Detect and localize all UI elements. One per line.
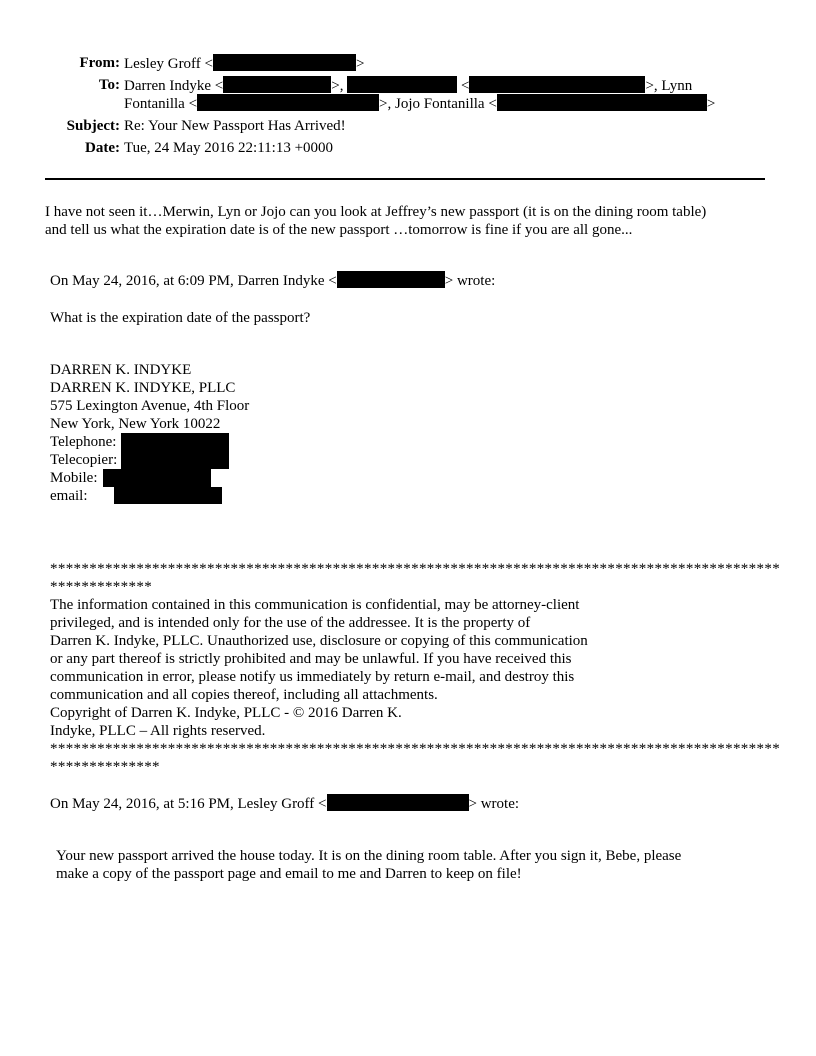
quote1-intro: On May 24, 2016, at 6:09 PM, Darren Indyke < > wrote: bbox=[50, 273, 496, 289]
redaction-box bbox=[197, 94, 379, 111]
header-divider bbox=[45, 178, 765, 180]
redaction-box bbox=[121, 451, 229, 469]
quote2-line-2: make a copy of the passport page and email to me and Darren to keep on file! bbox=[56, 866, 522, 882]
to-line-1: Darren Indyke < >, < >, Lynn bbox=[124, 78, 693, 94]
quote2-line-1: Your new passport arrived the house today. It is on the dining room table. After you sign it, Bebe, please bbox=[56, 848, 682, 864]
redaction-box bbox=[223, 76, 331, 93]
signature-telephone: Telephone: bbox=[50, 434, 117, 450]
disclaimer-line: communication and all copies thereof, including all attachments. bbox=[50, 687, 438, 703]
disclaimer-line: privileged, and is intended only for the use of the addressee. It is the property of bbox=[50, 615, 531, 631]
subject-value: Re: Your New Passport Has Arrived! bbox=[124, 118, 346, 134]
to-label: To: bbox=[98, 77, 120, 93]
signature-email: email: bbox=[50, 488, 88, 504]
signature-mobile: Mobile: bbox=[50, 470, 98, 486]
redaction-box bbox=[103, 469, 211, 487]
disclaimer-line: Darren K. Indyke, PLLC. Unauthorized use, disclosure or copying of this communication bbox=[50, 633, 588, 649]
disclaimer-line: The information contained in this communication is confidential, may be attorney-client bbox=[50, 597, 580, 613]
signature-name: DARREN K. INDYKE bbox=[50, 362, 192, 378]
quote2-intro: On May 24, 2016, at 5:16 PM, Lesley Groff < > wrote: bbox=[50, 796, 520, 812]
redaction-box bbox=[337, 271, 445, 288]
from-name: Lesley Groff < bbox=[124, 56, 213, 72]
signature-address-2: New York, New York 10022 bbox=[50, 416, 221, 432]
disclaimer-line: communication in error, please notify us immediately by return e-mail, and destroy this bbox=[50, 669, 575, 685]
disclaimer-stars-top-2: ************* bbox=[50, 579, 153, 595]
disclaimer-line: Indyke, PLLC – All rights reserved. bbox=[50, 723, 266, 739]
disclaimer-stars-top-1: ********************************************************************************************* bbox=[50, 561, 781, 577]
signature-telecopier: Telecopier: bbox=[50, 452, 118, 468]
redaction-box bbox=[469, 76, 645, 93]
redaction-box bbox=[121, 433, 229, 451]
date-value: Tue, 24 May 2016 22:11:13 +0000 bbox=[124, 140, 334, 156]
disclaimer-line: Copyright of Darren K. Indyke, PLLC - © 2016 Darren K. bbox=[50, 705, 402, 721]
to-line-2: Fontanilla < >, Jojo Fontanilla < > bbox=[124, 96, 716, 112]
quote1-question: What is the expiration date of the passport? bbox=[50, 310, 311, 326]
disclaimer-stars-bottom-1: ********************************************************************************************* bbox=[50, 741, 781, 757]
redaction-box bbox=[347, 76, 457, 93]
redaction-box bbox=[213, 54, 356, 71]
date-label: Date: bbox=[85, 140, 120, 156]
signature-address-1: 575 Lexington Avenue, 4th Floor bbox=[50, 398, 250, 414]
body-line-2: and tell us what the expiration date is of the new passport …tomorrow is fine if you are all gone... bbox=[45, 222, 633, 238]
redaction-box bbox=[327, 794, 469, 811]
from-value: Lesley Groff < > bbox=[124, 56, 365, 72]
redaction-box bbox=[114, 487, 222, 504]
disclaimer-stars-bottom-2: ************** bbox=[50, 759, 160, 775]
from-label: From: bbox=[79, 55, 120, 71]
subject-label: Subject: bbox=[66, 118, 120, 134]
signature-firm: DARREN K. INDYKE, PLLC bbox=[50, 380, 236, 396]
redaction-box bbox=[497, 94, 707, 111]
disclaimer-line: or any part thereof is strictly prohibited and may be unlawful. If you have received this bbox=[50, 651, 572, 667]
body-line-1: I have not seen it…Merwin, Lyn or Jojo can you look at Jeffrey’s new passport (it is on the dining room table) bbox=[45, 204, 707, 220]
